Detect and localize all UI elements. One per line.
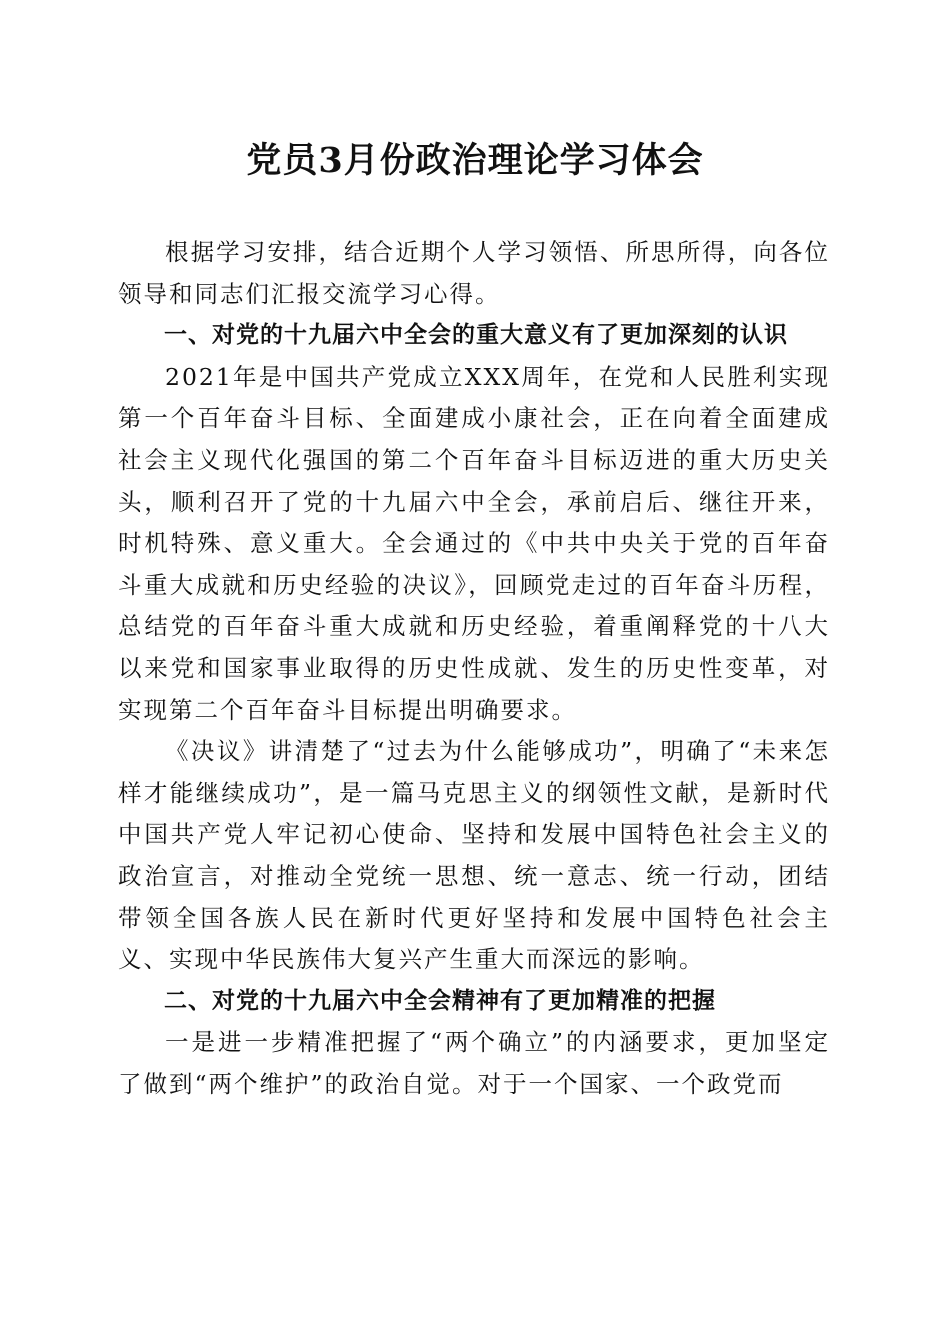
section-2-heading: 二、对党的十九届六中全会精神有了更加精准的把握 — [164, 987, 716, 1014]
section-1-heading: 一、对党的十九届六中全会的重大意义有了更加深刻的认识 — [164, 322, 788, 349]
section-1-paragraph-1: 2021年是中国共产党成立XXX周年，在党和人民胜利实现第一个百年奋斗目标、全面建成小康社会，正在向着全面建成社会主义现代化强国的第二个百年奋斗目标迈进的重大历史关头，顺利召开了党的十九届六中全会，承前启后、继往开来，时机特殊、意义重大。全会通过的《中共中央关于党的百年奋斗重大成就和历史经验的决议》，回顾党走过的百年奋斗历程，总结党的百年奋斗重大成就和历史经验，着重阐释党的十八大以来党和国家事业取得的历史性成就、发生的历史性变革，对实现第二个百年奋斗目标提出明确要求。 — [118, 362, 830, 724]
intro-paragraph: 根据学习安排，结合近期个人学习领悟、所思所得，向各位领导和同志们汇报交流学习心得。 — [118, 238, 830, 308]
section-1-paragraph-2: 《决议》讲清楚了“过去为什么能够成功”，明确了“未来怎样才能继续成功”，是一篇马克思主义的纲领性文献，是新时代中国共产党人牢记初心使命、坚持和发展中国特色社会主义的政治宣言，对推动全党统一思想、统一意志、统一行动，团结带领全国各族人民在新时代更好坚持和发展中国特色社会主义、实现中华民族伟大复兴产生重大而深远的影响。 — [118, 737, 830, 974]
document-title: 党员3月份政治理论学习体会 — [246, 140, 704, 181]
document-body — [118, 232, 830, 1105]
section-2-paragraph-1: 一是进一步精准把握了“两个确立”的内涵要求，更加坚定了做到“两个维护”的政治自觉。对于一个国家、一个政党而 — [118, 1028, 830, 1098]
